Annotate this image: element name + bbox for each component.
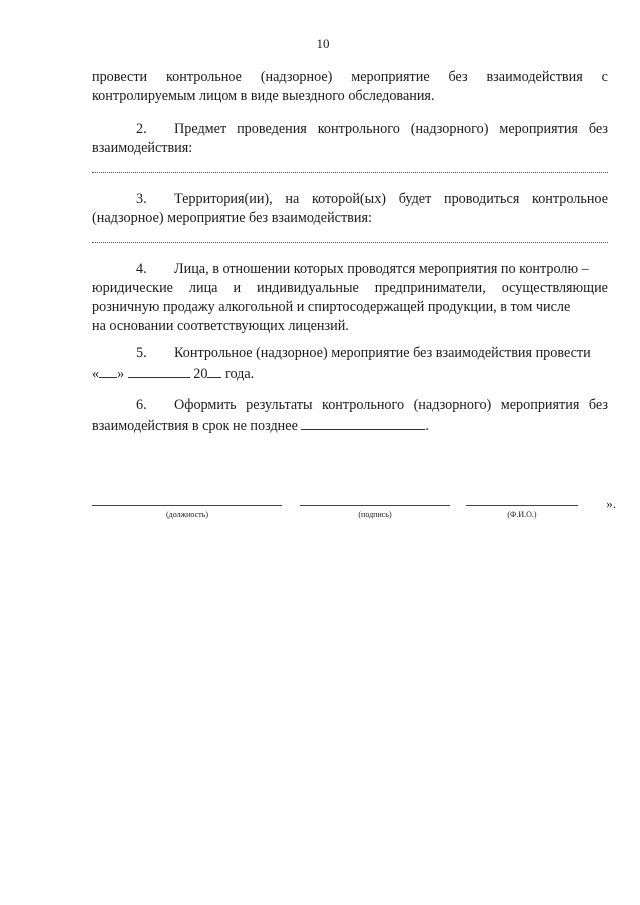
intro-paragraph <box>92 68 608 106</box>
fill-line-territory <box>92 242 608 243</box>
item-2-line-1: 2. Предмет проведения контрольного (надзорного) мероприятия без <box>136 121 608 137</box>
item-4-line-4: на основании соответствующих лицензий. <box>92 318 349 334</box>
item-4-line-2: юридические лица и индивидуальные предприниматели, осуществляющие <box>92 280 608 296</box>
signature-caption: (подпись) <box>358 510 392 519</box>
intro-line-2: контролируемым лицом в виде выездного обследования. <box>92 88 435 104</box>
item-6-line-2: взаимодействия в срок не позднее . <box>92 415 608 436</box>
item-5-line-2: « » 20 года. <box>92 363 608 384</box>
intro-line-1: провести контрольное (надзорное) мероприятие без взаимодействия с <box>92 69 608 85</box>
day-blank[interactable] <box>99 363 117 378</box>
name-field[interactable] <box>466 505 578 519</box>
signature-block <box>92 496 616 535</box>
page-number: 10 <box>316 36 330 51</box>
item-3-line-2: (надзорное) мероприятие без взаимодействия: <box>92 210 372 226</box>
name-caption: (Ф.И.О.) <box>507 510 537 519</box>
closing-quote-mark: ». <box>606 496 616 511</box>
month-blank[interactable] <box>128 363 190 378</box>
item-number: 3. <box>136 191 147 207</box>
item-4-line-1: 4. Лица, в отношении которых проводятся мероприятия по контролю – <box>136 261 589 277</box>
item-4-paragraph <box>92 260 608 336</box>
year-blank[interactable] <box>207 363 221 378</box>
fill-line-subject <box>92 172 608 173</box>
position-field[interactable] <box>92 505 282 519</box>
item-5-paragraph <box>92 344 608 384</box>
item-number: 2. <box>136 121 147 137</box>
item-3-line-1: 3. Территория(ии), на которой(ых) будет проводиться контрольное <box>136 191 608 207</box>
item-number: 6. <box>136 397 147 413</box>
item-6-line-1: 6. Оформить результаты контрольного (надзорного) мероприятия без <box>136 397 608 413</box>
item-number: 5. <box>136 345 147 361</box>
item-4-line-3: розничную продажу алкогольной и спиртосодержащей продукции, в том числе <box>92 299 571 315</box>
item-2-paragraph <box>92 120 608 158</box>
item-6-paragraph <box>92 396 608 436</box>
position-caption: (должность) <box>166 510 208 519</box>
item-3-paragraph <box>92 190 608 228</box>
item-number: 4. <box>136 261 147 277</box>
item-5-line-1: 5. Контрольное (надзорное) мероприятие без взаимодействия провести <box>136 345 591 361</box>
item-2-line-2: взаимодействия: <box>92 140 193 156</box>
deadline-blank[interactable] <box>301 415 425 430</box>
signature-field[interactable] <box>300 505 450 519</box>
